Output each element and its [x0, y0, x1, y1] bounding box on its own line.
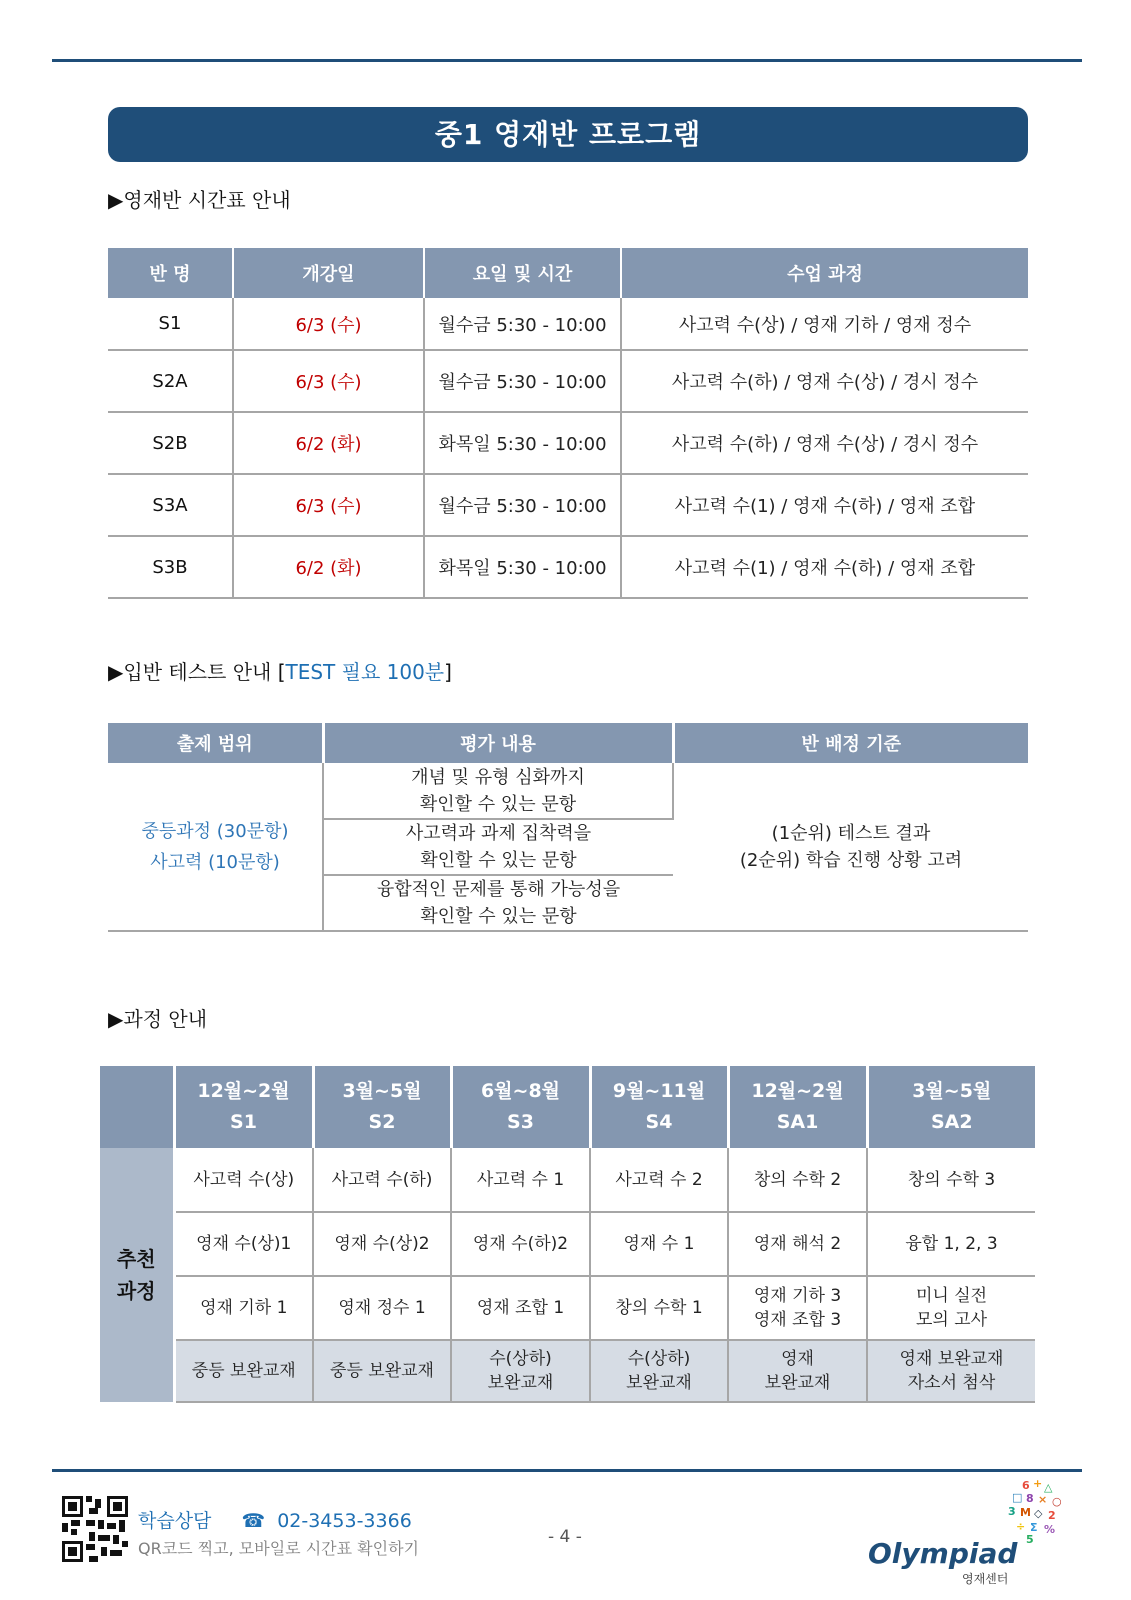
supplement-cell: 영재 보완교재 — [728, 1340, 867, 1402]
course-cell: 창의 수학 2 — [728, 1148, 867, 1212]
svg-text:2: 2 — [1048, 1509, 1056, 1522]
col-header-time: 요일 및 시간 — [424, 248, 621, 298]
eval-line: 확인할 수 있는 문항 — [420, 850, 577, 871]
course-cell: 융합 1, 2, 3 — [867, 1212, 1035, 1276]
course-cell: 사고력 수 2 — [590, 1148, 728, 1212]
scope-line: 사고력 (10문항) — [150, 851, 280, 873]
consult-line — [138, 1506, 412, 1533]
eval-item — [323, 763, 673, 819]
eval-line: 사고력과 과제 집착력을 — [405, 823, 592, 844]
period-header: 9월~11월 S4 — [590, 1066, 728, 1148]
col-header-scope: 출제 범위 — [108, 723, 323, 763]
col-header-course: 수업 과정 — [621, 248, 1028, 298]
criteria-line: (1순위) 테스트 결과 — [771, 822, 931, 844]
class-name: S3B — [108, 536, 233, 598]
table-row — [108, 298, 1028, 350]
svg-text:Σ: Σ — [1030, 1521, 1038, 1534]
course-cell: 영재 수(상)1 — [174, 1212, 313, 1276]
period-header: 12월~2월 SA1 — [728, 1066, 867, 1148]
test-duration: TEST 필요 100분 — [285, 660, 445, 684]
eval-item — [323, 819, 673, 875]
svg-text:5: 5 — [1026, 1533, 1034, 1546]
svg-text:3: 3 — [1008, 1505, 1016, 1518]
start-date: 6/3 (수) — [233, 474, 424, 536]
svg-text:+: + — [1033, 1477, 1043, 1490]
course-cell: 영재 조합 1 — [451, 1276, 590, 1340]
period-header: 3월~5월 S2 — [313, 1066, 451, 1148]
course-table — [100, 1066, 1035, 1403]
table-row — [108, 412, 1028, 474]
class-time: 월수금 5:30 - 10:00 — [424, 350, 621, 412]
period-header: 12월~2월 S1 — [174, 1066, 313, 1148]
test-heading — [108, 656, 452, 685]
recommended-label: 추천 과정 — [100, 1148, 174, 1402]
start-date: 6/2 (화) — [233, 412, 424, 474]
period-header: 6월~8월 S3 — [451, 1066, 590, 1148]
test-table — [108, 723, 1028, 932]
class-name: S2B — [108, 412, 233, 474]
class-course: 사고력 수(하) / 영재 수(상) / 경시 정수 — [621, 412, 1028, 474]
class-course: 사고력 수(하) / 영재 수(상) / 경시 정수 — [621, 350, 1028, 412]
schedule-table — [108, 248, 1028, 599]
course-cell: 사고력 수 1 — [451, 1148, 590, 1212]
class-time: 화목일 5:30 - 10:00 — [424, 412, 621, 474]
start-date: 6/3 (수) — [233, 350, 424, 412]
col-header-criteria: 반 배정 기준 — [673, 723, 1028, 763]
supplement-cell: 수(상하) 보완교재 — [451, 1340, 590, 1402]
course-cell: 창의 수학 3 — [867, 1148, 1035, 1212]
top-rule — [52, 59, 1082, 62]
supplement-cell: 영재 보완교재 자소서 첨삭 — [867, 1340, 1035, 1402]
start-date: 6/2 (화) — [233, 536, 424, 598]
period-header: 3월~5월 SA2 — [867, 1066, 1035, 1148]
supplement-cell: 중등 보완교재 — [174, 1340, 313, 1402]
class-course: 사고력 수(1) / 영재 수(하) / 영재 조합 — [621, 474, 1028, 536]
page-title: 중1 영재반 프로그램 — [108, 107, 1028, 162]
class-time: 월수금 5:30 - 10:00 — [424, 474, 621, 536]
qr-code-icon[interactable] — [62, 1496, 128, 1562]
eval-line: 확인할 수 있는 문항 — [420, 906, 577, 927]
phone-icon: ☎ — [241, 1510, 266, 1532]
page-number: - 4 - — [548, 1527, 582, 1547]
svg-text:△: △ — [1044, 1481, 1053, 1494]
course-cell: 미니 실전 모의 고사 — [867, 1276, 1035, 1340]
course-cell: 사고력 수(상) — [174, 1148, 313, 1212]
supplement-cell: 수(상하) 보완교재 — [590, 1340, 728, 1402]
class-time: 화목일 5:30 - 10:00 — [424, 536, 621, 598]
course-cell: 영재 기하 3 영재 조합 3 — [728, 1276, 867, 1340]
table-row — [100, 1148, 1035, 1212]
bottom-rule — [52, 1469, 1082, 1472]
test-heading-close: ] — [444, 660, 452, 684]
schedule-heading: ▶영재반 시간표 안내 — [108, 188, 291, 212]
class-name: S2A — [108, 350, 233, 412]
svg-text:○: ○ — [1052, 1495, 1062, 1508]
class-course: 사고력 수(상) / 영재 기하 / 영재 정수 — [621, 298, 1028, 350]
course-cell: 영재 정수 1 — [313, 1276, 451, 1340]
class-course: 사고력 수(1) / 영재 수(하) / 영재 조합 — [621, 536, 1028, 598]
olympiad-logo-text: Olympiad — [868, 1537, 1018, 1570]
table-row — [108, 536, 1028, 598]
course-cell: 사고력 수(하) — [313, 1148, 451, 1212]
course-heading: ▶과정 안내 — [108, 1007, 208, 1031]
course-cell: 영재 수 1 — [590, 1212, 728, 1276]
class-name: S3A — [108, 474, 233, 536]
svg-text:M: M — [1020, 1506, 1031, 1519]
course-cell: 영재 기하 1 — [174, 1276, 313, 1340]
table-row — [100, 1340, 1035, 1402]
phone-number[interactable]: 02-3453-3366 — [277, 1510, 412, 1532]
col-header-class: 반 명 — [108, 248, 233, 298]
eval-line: 개념 및 유형 심화까지 — [411, 766, 585, 788]
table-row — [108, 350, 1028, 412]
svg-text:%: % — [1044, 1523, 1056, 1536]
corner-cell — [100, 1066, 174, 1148]
svg-text:8: 8 — [1026, 1492, 1034, 1505]
class-time: 월수금 5:30 - 10:00 — [424, 298, 621, 350]
course-cell: 영재 수(상)2 — [313, 1212, 451, 1276]
table-row — [100, 1276, 1035, 1340]
test-scope — [108, 763, 323, 931]
course-cell: 영재 해석 2 — [728, 1212, 867, 1276]
course-cell: 창의 수학 1 — [590, 1276, 728, 1340]
svg-text:×: × — [1038, 1493, 1048, 1506]
test-heading-label: ▶입반 테스트 안내 [ — [108, 660, 286, 684]
test-criteria — [673, 763, 1028, 931]
consult-label: 학습상담 — [138, 1510, 212, 1532]
eval-item — [323, 875, 673, 931]
olympiad-logo-subtitle: 영재센터 — [962, 1572, 1009, 1586]
eval-line: 확인할 수 있는 문항 — [419, 793, 577, 815]
svg-text:◇: ◇ — [1034, 1507, 1043, 1520]
criteria-line: (2순위) 학습 진행 상황 고려 — [739, 849, 963, 871]
table-row — [100, 1212, 1035, 1276]
scope-line: 중등과정 (30문항) — [141, 820, 289, 842]
svg-text:÷: ÷ — [1016, 1520, 1026, 1533]
col-header-eval: 평가 내용 — [323, 723, 673, 763]
supplement-cell: 중등 보완교재 — [313, 1340, 451, 1402]
eval-line: 융합적인 문제를 통해 가능성을 — [376, 879, 621, 900]
class-name: S1 — [108, 298, 233, 350]
course-cell: 영재 수(하)2 — [451, 1212, 590, 1276]
svg-text:6: 6 — [1022, 1479, 1030, 1492]
col-header-start: 개강일 — [233, 248, 424, 298]
start-date: 6/3 (수) — [233, 298, 424, 350]
qr-note: QR코드 찍고, 모바일로 시간표 확인하기 — [138, 1539, 419, 1558]
table-row — [108, 474, 1028, 536]
svg-text:□: □ — [1012, 1491, 1023, 1504]
